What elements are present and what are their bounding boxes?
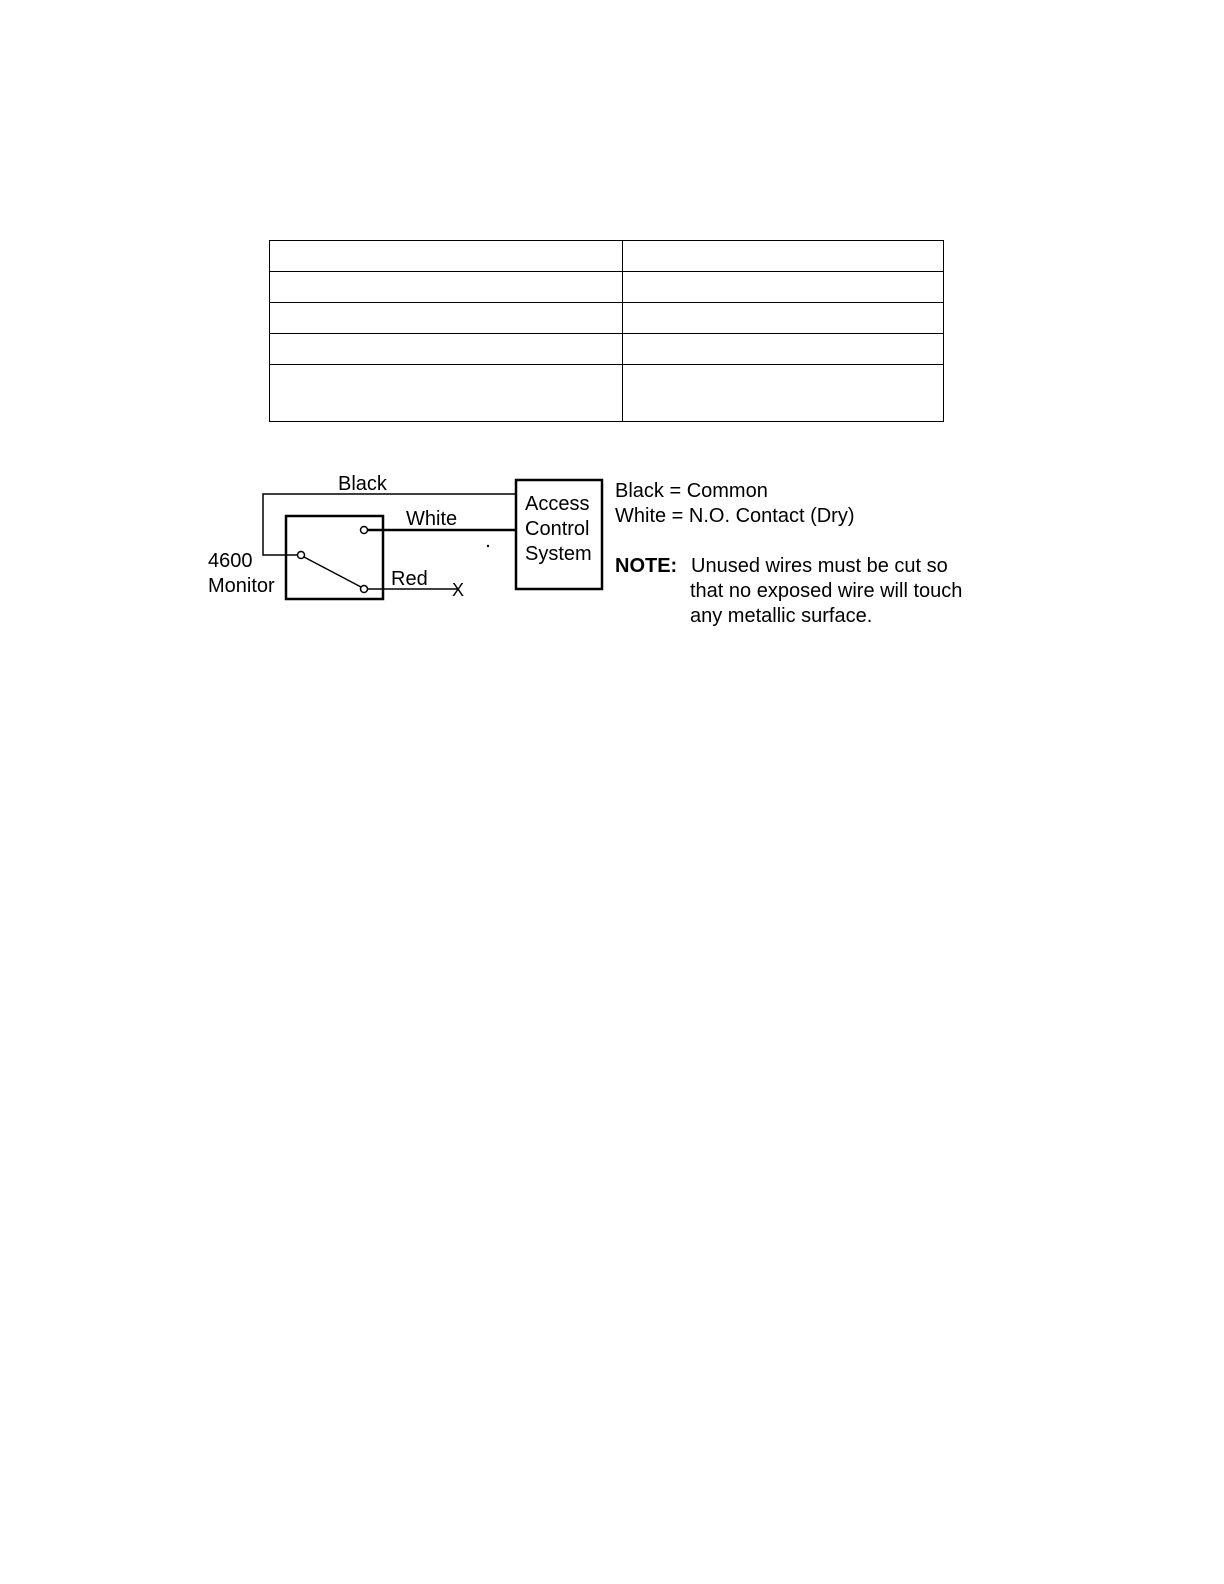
nc-terminal [361, 586, 368, 593]
common-terminal [298, 552, 305, 559]
access-control-label-2: Control [525, 518, 590, 540]
black-wire [263, 494, 516, 555]
wiring-diagram [0, 0, 1224, 700]
legend-black: Black = Common [615, 480, 768, 502]
note-line-2: that no exposed wire will touch [690, 580, 963, 602]
access-control-label-1: Access [525, 493, 590, 515]
no-terminal [361, 527, 368, 534]
cut-mark: X [452, 580, 465, 600]
stray-dot [487, 545, 489, 547]
black-wire-label: Black [338, 473, 387, 495]
monitor-label-model: 4600 [208, 550, 253, 572]
access-control-label-3: System [525, 543, 592, 565]
note-line-3: any metallic surface. [690, 605, 873, 627]
monitor-label-name: Monitor [208, 575, 275, 597]
switch-arm [304, 557, 361, 587]
red-wire-label: Red [391, 568, 428, 590]
legend-white: White = N.O. Contact (Dry) [615, 505, 855, 527]
note-label: NOTE: [615, 555, 678, 577]
white-wire-label: White [406, 508, 458, 530]
note-line-1: Unused wires must be cut so [691, 555, 948, 577]
